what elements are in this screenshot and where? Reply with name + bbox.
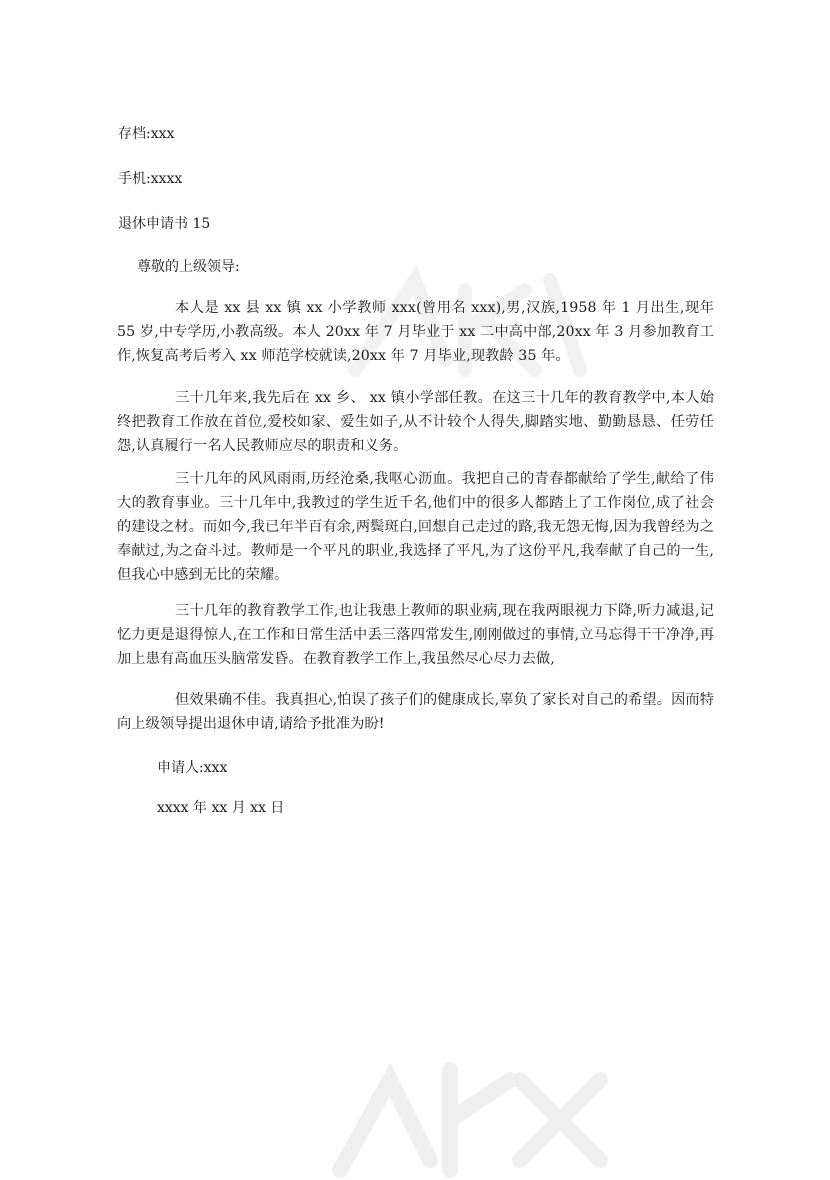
paragraph-career: 三十几年来,我先后在 xx 乡、 xx 镇小学部任教。在这三十几年的教育教学中,本人始终把教育工作放在首位,爱校如家、爱生如子,从不计较个人得失,脚踏实地、勤勤恳恳、任劳任怨,认真履行一名人民教师应尽的职责和义务。 xyxy=(117,390,714,454)
paragraph-request: 但效果确不佳。我真担心,怕误了孩子们的健康成长,辜负了家长对自己的希望。因而特向上级领导提出退休申请,请给予批准为盼! xyxy=(117,692,714,732)
letter-date: xxxx 年 xx 月 xx 日 xyxy=(157,800,285,816)
paragraph-dedication: 三十几年的风风雨雨,历经沧桑,我呕心沥血。我把自己的青春都献给了学生,献给了伟大的教育事业。三十几年中,我教过的学生近千名,他们中的很多人都踏上了工作岗位,成了社会的建设之材。而如今,我已年半百有余,两鬓斑白,回想自己走过的路,我无怨无悔,因为我曾经为之奉献过,为之奋斗过。教师是一个平凡的职业,我选择了平凡,为了这份平凡,我奉献了自己的一生,但我心中感到无比的荣耀。 xyxy=(117,471,714,583)
archive-label: 存档:xxx xyxy=(118,126,175,142)
phone-label: 手机:xxxx xyxy=(118,171,183,187)
applicant-signature: 申请人:xxx xyxy=(157,760,228,776)
paragraph-intro: 本人是 xx 县 xx 镇 xx 小学教师 xxx(曾用名 xxx),男,汉族,1958 年 1 月出生,现年 55 岁,中专学历,小教高级。本人 20xx 年 7 月毕业于 xx 二中高中部,20xx 年 3 月参加教育工作,恢复高考后考入 xx 师范学校就读,20xx 年 7 月毕业,现教龄 35 年。 xyxy=(117,300,714,364)
paragraph-health: 三十几年的教育教学工作,也让我患上教师的职业病,现在我两眼视力下降,听力减退,记忆力更是退得惊人,在工作和日常生活中丢三落四常发生,刚刚做过的事情,立马忘得干干净净,再加上患有高血压头脑常发昏。在教育教学工作上,我虽然尽心尽力去做, xyxy=(117,603,714,667)
watermark-icon xyxy=(330,1040,610,1180)
document-title: 退休申请书 15 xyxy=(118,216,211,232)
salutation: 尊敬的上级领导: xyxy=(137,259,240,275)
